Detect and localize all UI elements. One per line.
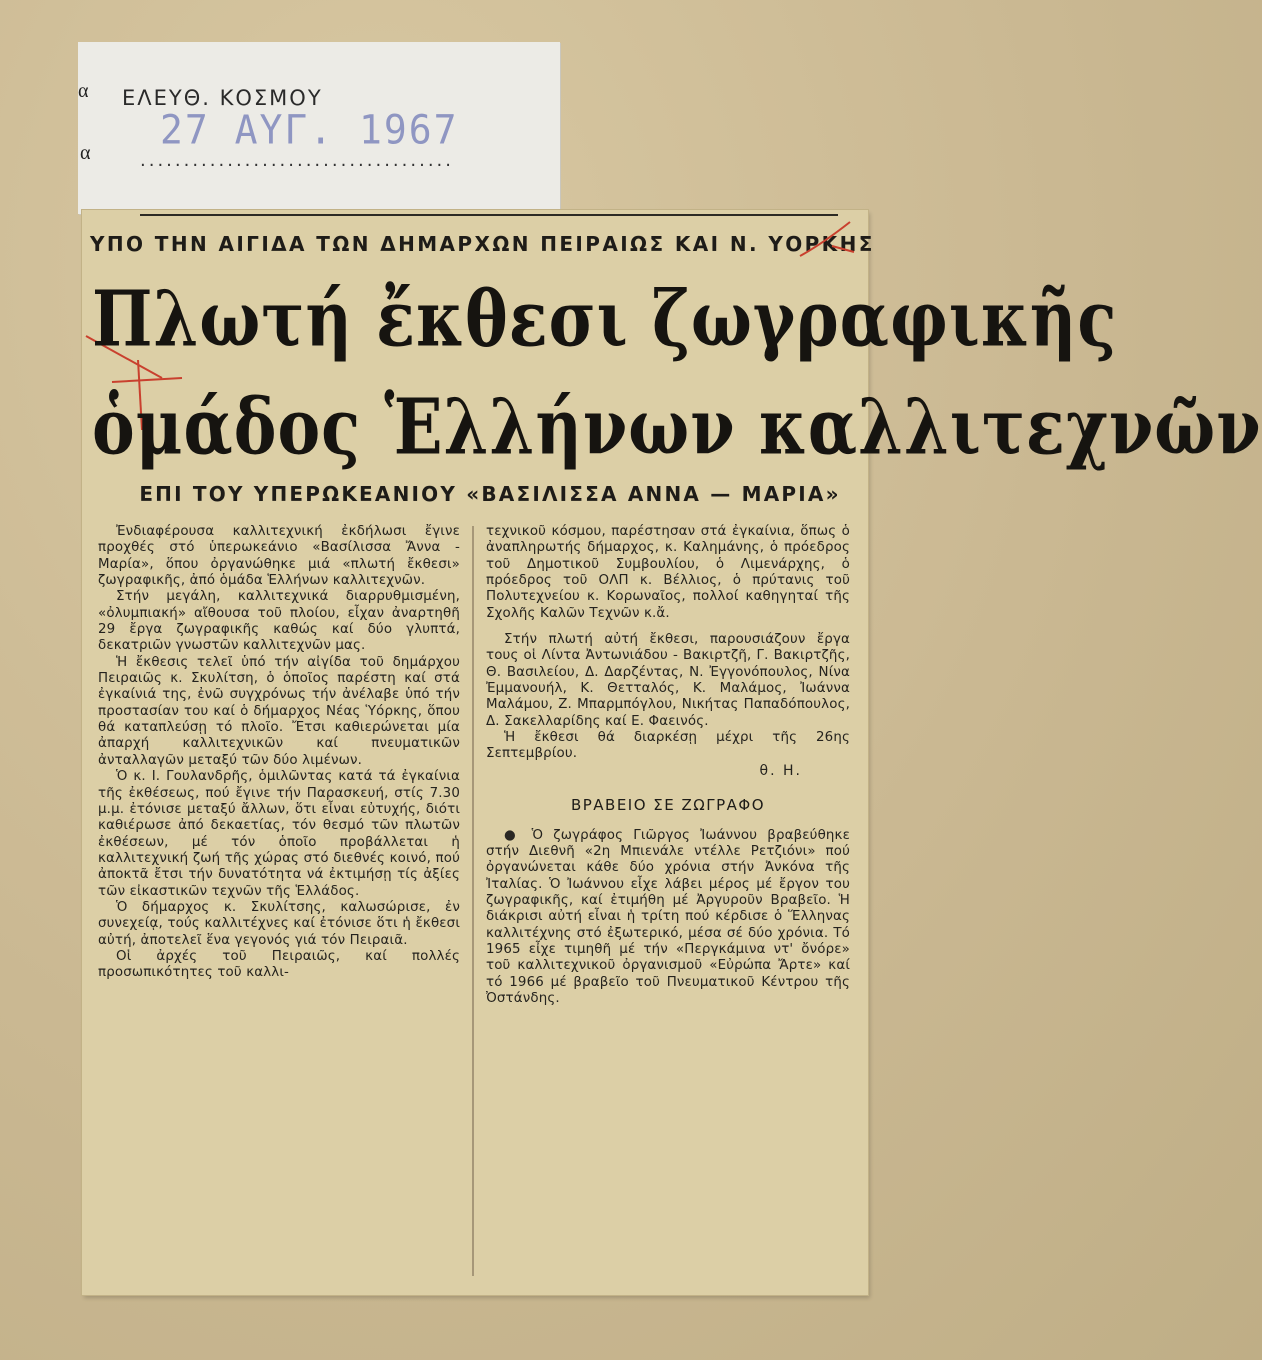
section-heading: ΒΡΑΒΕΙΟ ΣΕ ΖΩΓΡΑΦΟ	[570, 796, 766, 815]
author-signature: θ. Η.	[759, 762, 802, 779]
right-paragraph-3: Ἡ ἔκθεσι θά διαρκέσῃ μέχρι τῆς 26ης Σεπτεμβρίου.	[486, 730, 850, 762]
left-paragraph-2: Στήν μεγάλη, καλλιτεχνικά διαρρυθμισμένη, «ὀλυμπιακή» αἴθουσα τοῦ πλοίου, εἶχαν ἀναρτηθῆ 29 ἔργα ζωγραφικῆς καθώς καί δύο γλυπτά, δεκατριῶν γνωστῶν καλλιτεχνῶν μας.	[98, 589, 460, 654]
left-paragraph-6: Οἱ ἀρχές τοῦ Πειραιῶς, καί πολλές προσωπικότητες τοῦ καλλι-	[98, 948, 460, 981]
archive-label-slip	[78, 42, 560, 214]
right-paragraph-2: Στήν πλωτή αὐτή ἔκθεσι, παρουσιάζουν ἔργα τους οἱ Λίντα Ἀντωνιάδου - Βακιρτζῆ, Γ. Βακιρτζῆς, Θ. Βασιλείου, Δ. Δαρζέντας, Ν. Ἐγγονόπουλος, Νίνα Ἐμμανουήλ, Κ. Θετταλός, Κ. Μαλάμος, Ἰωάννα Μαλάμου, Ζ. Μπαρμπόγλου, Νικήτας Παπαδόπουλος, Δ. Σακελλαρίδης καί Ε. Φαεινός.	[486, 632, 850, 729]
right-paragraph-1: τεχνικοῦ κόσμου, παρέστησαν στά ἐγκαίνια, ὅπως ὁ ἀναπληρωτής δήμαρχος, κ. Καλημάνης, ὁ πρόεδρος τοῦ Δημοτικοῦ Συμβουλίου, ὁ Λιμενάρχης, ὁ πρόεδρος τοῦ ΟΛΠ κ. Βέλλιος, ὁ πρύτανις τοῦ Πολυτεχνείου κ. Κορωναῖος, πολλοί καθηγηταί τῆς Σχολῆς Καλῶν Τεχνῶν κ.ἄ.	[486, 524, 850, 621]
left-paragraph-1: Ἐνδιαφέρουσα καλλιτεχνική ἐκδήλωσι ἔγινε προχθές στό ὑπερωκεάνιο «Βασίλισσα Ἄννα - Μαρία», ὅπου ὀργανώθηκε μιά «πλωτή ἔκθεσι» ζωγραφικῆς, ἀπό ὁμάδα Ἑλλήνων καλλιτεχνῶν.	[98, 524, 460, 589]
slip-mark-bottom: α	[80, 142, 91, 164]
section-paragraph	[486, 828, 850, 1008]
headline-line-2: ὁμάδος Ἑλλήνων καλλιτεχνῶν	[92, 382, 1262, 473]
newspaper-clipping	[82, 210, 1262, 1295]
article-subhead: ΕΠΙ ΤΟΥ ΥΠΕΡΩΚΕΑΝΙΟΥ «ΒΑΣΙΛΙΣΣΑ ΑΝΝΑ — ΜΑΡΙΑ»	[139, 482, 841, 506]
dotted-line: ....................................	[140, 150, 454, 171]
headline-line-1: Πλωτή ἔκθεσι ζωγραφικῆς	[92, 274, 1118, 365]
section-paragraph-text: Ὁ ζωγράφος Γιῶργος Ἰωάννου βραβεύθηκε στήν Διεθνῆ «2η Μπιενάλε ντέλλε Ρετζιόνι» πού ὀργανώνεται κάθε δύο χρόνια στήν Ἀνκόνα τῆς Ἰταλίας. Ὁ Ἰωάννου εἶχε λάβει μέρος μέ ἔργον του ζωγραφικῆς, καί ἐτιμήθη μέ Ἀργυροῦν Βραβεῖο. Ἡ διάκρισι αὐτή εἶναι ἡ τρίτη πού κέρδισε ὁ Ἕλληνας καλλιτέχνης στό ἐξωτερικό, μέσα σέ δύο χρόνια. Τό 1965 εἶχε τιμηθῆ μέ τήν «Περγκάμινα ντ' ὄνόρε» τοῦ καλλιτεχνικοῦ ὀργανισμοῦ «Εὐρώπα Ἄρτε» καί τό 1966 μέ βραβεῖο τοῦ Πνευματικοῦ Κέντρου τῆς Ὀστάνδης.	[486, 827, 850, 1006]
article-kicker: ΥΠΟ ΤΗΝ ΑΙΓΙΔΑ ΤΩΝ ΔΗΜΑΡΧΩΝ ΠΕΙΡΑΙΩΣ ΚΑΙ Ν. ΥΟΡΚΗΣ	[90, 232, 875, 256]
slip-mark-top: α	[78, 80, 89, 102]
column-left	[98, 524, 460, 982]
red-pencil-mark-icon	[792, 216, 862, 266]
top-rule	[140, 214, 838, 216]
left-paragraph-4: Ὁ κ. Ι. Γουλανδρῆς, ὁμιλῶντας κατά τά ἐγκαίνια τῆς ἐκθέσεως, πού ἔγινε τήν Παρασκευή, στίς 7.30 μ.μ. ἐτόνισε μεταξύ ἄλλων, ὅτι εἶναι εὐτυχής, διότι καθιέρωσε ἀπό δεκαετίας, τόν θεσμό τῶν πλωτῶν ἐκθέσεων, μέ τόν ὁποῖο προβάλλεται ἡ καλλιτεχνική ζωή τῆς χώρας στό διεθνές κοινό, πού ἀποκτᾶ ἔτσι τήν δυνατότητα νά ἐκτιμήσῃ τίς ἀξίες τῶν εἰκαστικῶν τεχνῶν τῆς Ἑλλάδος.	[98, 769, 460, 899]
left-paragraph-5: Ὁ δήμαρχος κ. Σκυλίτσης, καλωσώρισε, ἐν συνεχείᾳ, τούς καλλιτέχνες καί ἐτόνισε ὅτι ἡ ἔκθεσι αὐτή, ἀποτελεῖ ἕνα γεγονός γιά τόν Πειραιᾶ.	[98, 899, 460, 948]
date-stamp: 27 ΑΥΓ. 1967	[160, 106, 459, 154]
bullet-icon: ●	[504, 827, 522, 843]
left-paragraph-3: Ἡ ἔκθεσις τελεῖ ὑπό τήν αἰγίδα τοῦ δημάρχου Πειραιῶς κ. Σκυλίτση, ὁ ὁποῖος παρέστη καί στά ἐγκαίνιά της, ἐνῶ συγχρόνως τήν ἀνέλαβε ὑπό τήν προστασίαν του καί ὁ δήμαρχος Νέας Ὑόρκης, ὅπου θά καταπλεύσῃ τό πλοῖο. Ἔτσι καθιερώνεται μία ἀπαρχή καλλιτεχνικῶν καί πνευματικῶν ἀνταλλαγῶν μεταξύ τῶν δύο λιμένων.	[98, 654, 460, 768]
column-right	[486, 524, 850, 1007]
column-divider	[472, 526, 474, 1276]
newspaper-name: ΕΛΕΥΘ. ΚΟΣΜΟΥ	[122, 86, 323, 110]
